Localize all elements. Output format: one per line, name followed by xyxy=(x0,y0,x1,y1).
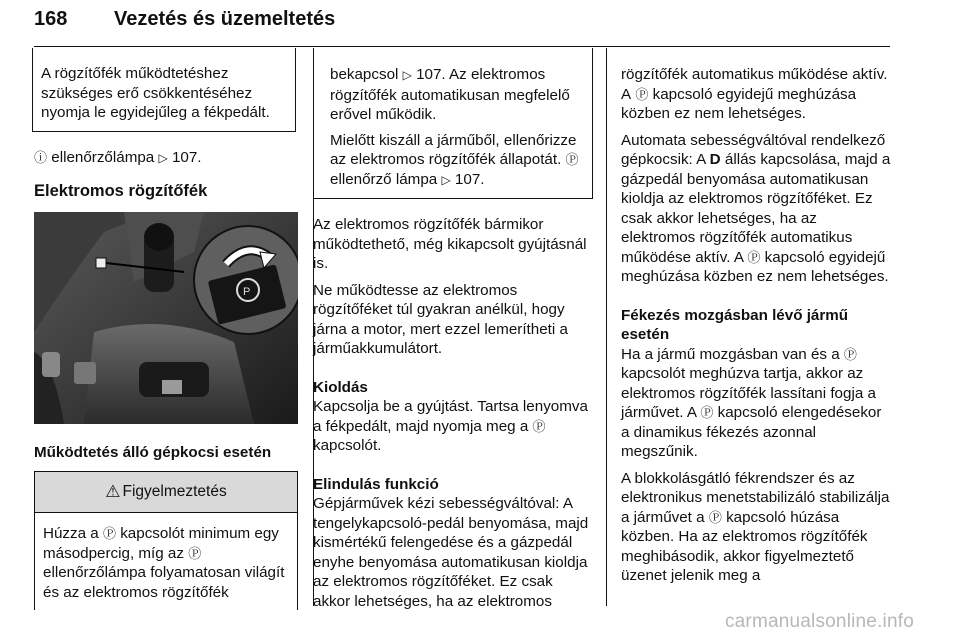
warning-check-text: Mielőtt kiszáll a járműből, ellenőrizze az elektromos rögzítőfék állapotát. Ⓟ ellenőrző lámpa ▷ 107. xyxy=(330,131,579,188)
heading-release: Kioldás xyxy=(313,378,368,396)
car-console-illustration xyxy=(34,212,298,424)
paragraph-automatic-gearbox: Automata sebességváltóval rendelkező gépkocsik: A D állás kapcsolása, majd a gázpedál benyomása automatikusan kioldja az elektromos rögzítőféket. Ez csak akkor lehetséges, ha az elektromos rögzítőfék automatikus működése aktív. A Ⓟ kapcsoló egyidejű meghúzása közben ez nem lehetséges. xyxy=(621,131,891,285)
paragraph-dynamic-braking: Ha a jármű mozgásban van és a Ⓟ kapcsolót meghúzva tartja, akkor az elektromos rögzítőfék lassítani fogja a járművet. A Ⓟ kapcsoló elengedésekor a dinamikus fékezés azonnal megszűnik. xyxy=(621,345,882,460)
section-heading: Elektromos rögzítőfék xyxy=(34,182,208,200)
warning-body: Húzza a Ⓟ kapcsolót minimum egy másodpercig, míg az Ⓟ ellenőrzőlámpa folyamatosan világít és az elektromos rögzítőfék xyxy=(43,525,285,601)
park-button-icon: Ⓟ xyxy=(708,509,722,525)
park-button-icon: Ⓟ xyxy=(747,249,761,265)
warning-box xyxy=(34,471,298,610)
heading-drive-away: Elindulás funkció xyxy=(313,475,439,493)
warning-box-continued xyxy=(313,48,593,199)
note-text: A rögzítőfék működtetéshez szükséges erő csökkentéséhez nyomja le egyidejűleg a fékpedált. xyxy=(41,65,270,121)
gear-d-label: D xyxy=(709,151,721,168)
brake-lamp-icon: ⓘ xyxy=(34,149,48,165)
paragraph-auto-active: rögzítőfék automatikus működése aktív. A Ⓟ kapcsoló egyidejű meghúzása közben ez nem lehetséges. xyxy=(621,66,888,122)
ref-arrow-icon: ▷ xyxy=(441,172,451,187)
column-divider-2 xyxy=(606,48,607,606)
heading-braking-moving: Fékezés mozgásban lévő jármű esetén xyxy=(621,306,849,343)
park-button-icon: Ⓟ xyxy=(102,526,116,541)
park-button-icon: Ⓟ xyxy=(700,405,714,420)
subheading-stationary: Működtetés álló gépkocsi esetén xyxy=(34,443,272,461)
park-lamp-icon: Ⓟ xyxy=(565,152,579,167)
paragraph-battery: Ne működtesse az elektromos rögzítőféket túl gyakran anélkül, hogy járna a motor, mert ezzel lemerítheti a járműakkumulátort. xyxy=(313,281,568,357)
warning-title: Figyelmeztetés xyxy=(122,483,227,501)
park-button-icon: Ⓟ xyxy=(635,86,649,102)
paragraph-abs: A blokkolásgátló fékrendszer és az elektronikus menetstabilizáló stabilizálja a járművet a Ⓟ kapcsoló húzása közben. Ha az elektromos rögzítőfék meghibásodik, akkor figyelmeztető üzenet jelenik meg a xyxy=(621,469,890,584)
page-title: Vezetés és üzemeltetés xyxy=(114,8,336,30)
paragraph-manual-gearbox: Gépjárművek kézi sebességváltóval: A tengelykapcsoló-pedál benyomása, majd kismértékű felengedése és a gázpedál enyhe benyomása automatikusan kioldja az elektromos rögzítőféket. Ez csak akkor lehetséges, ha az elektromos xyxy=(313,495,589,610)
lamp-reference: ⓘ ellenőrzőlámpa ▷ 107. xyxy=(34,148,202,166)
warning-continued-text: bekapcsol ▷ 107. Az elektromos rögzítőfék automatikusan megfelelő erővel működik. xyxy=(330,66,570,123)
column-3 xyxy=(621,48,891,586)
warning-icon: ⚠ xyxy=(105,482,121,502)
header-rule xyxy=(34,46,890,47)
page-header xyxy=(34,2,890,46)
warning-header xyxy=(35,472,297,513)
svg-text:P: P xyxy=(243,285,251,298)
page-number: 168 xyxy=(34,8,68,30)
ref-arrow-icon: ▷ xyxy=(402,68,412,82)
column-1 xyxy=(34,48,298,610)
paragraph-any-time: Az elektromos rögzítőfék bármikor működtethető, még kikapcsolt gyújtásnál is. xyxy=(313,216,587,272)
note-box-continued xyxy=(32,48,296,132)
parking-brake-photo xyxy=(34,212,298,424)
park-button-icon: Ⓟ xyxy=(843,346,857,362)
watermark: carmanualsonline.info xyxy=(724,611,914,632)
park-button-icon: Ⓟ xyxy=(532,418,546,434)
paragraph-release: Kapcsolja be a gyújtást. Tartsa lenyomva a fékpedált, majd nyomja meg a Ⓟ kapcsolót. xyxy=(313,398,588,454)
column-2 xyxy=(313,48,593,611)
ref-arrow-icon: ▷ xyxy=(158,150,168,165)
park-lamp-icon: Ⓟ xyxy=(188,545,202,561)
